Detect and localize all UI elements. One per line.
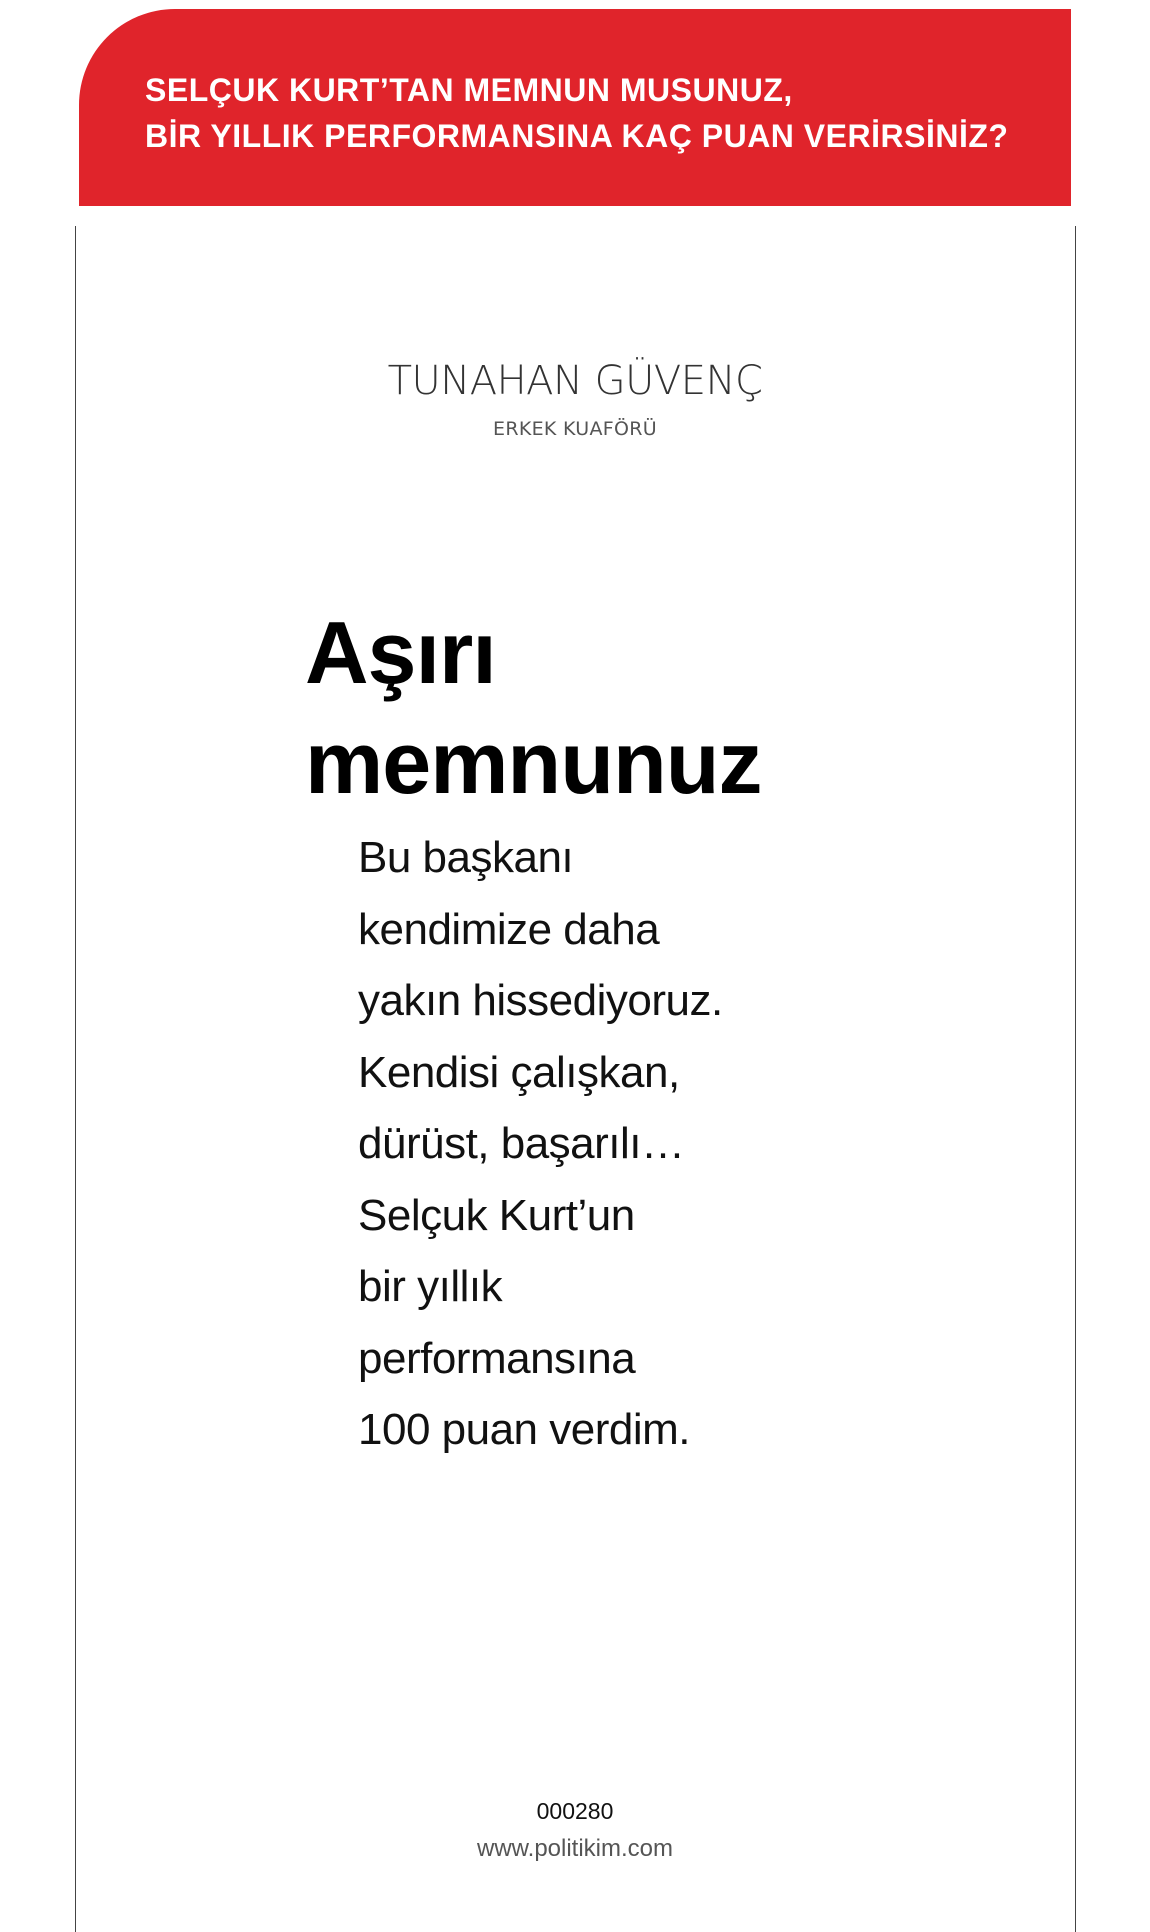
body-line: dürüst, başarılı…: [358, 1119, 685, 1168]
body-line: yakın hissediyoruz.: [358, 976, 723, 1025]
right-border-line: [1075, 226, 1076, 1932]
respondent-name: TUNAHAN GÜVENÇ: [387, 358, 763, 404]
respondent-profession: ERKEK KUAFÖRÜ: [493, 418, 657, 440]
body-line: Selçuk Kurt’un: [358, 1190, 635, 1240]
website-link[interactable]: www.politikim.com: [476, 1835, 674, 1862]
question-line-2: BİR YILLIK PERFORMANSINA KAÇ PUAN VERİRSİNİZ?: [145, 118, 1009, 154]
answer-body: [358, 822, 958, 1466]
left-border-line: [75, 226, 76, 1932]
body-line: 100 puan verdim.: [358, 1405, 690, 1454]
body-line: Kendisi çalışkan,: [358, 1047, 680, 1097]
headline-line-2: memnunuz: [305, 713, 762, 812]
answer-headline: [305, 598, 945, 818]
body-line: Bu başkanı: [358, 833, 574, 882]
body-line: kendimize daha: [358, 904, 660, 954]
body-line: performansına: [358, 1333, 636, 1383]
question-line-1: SELÇUK KURT’TAN MEMNUN MUSUNUZ,: [145, 72, 793, 108]
headline-line-1: Aşırı: [305, 603, 496, 702]
body-line: bir yıllık: [358, 1262, 503, 1311]
document-code: 000280: [536, 1798, 614, 1824]
question-banner: [79, 9, 1071, 206]
